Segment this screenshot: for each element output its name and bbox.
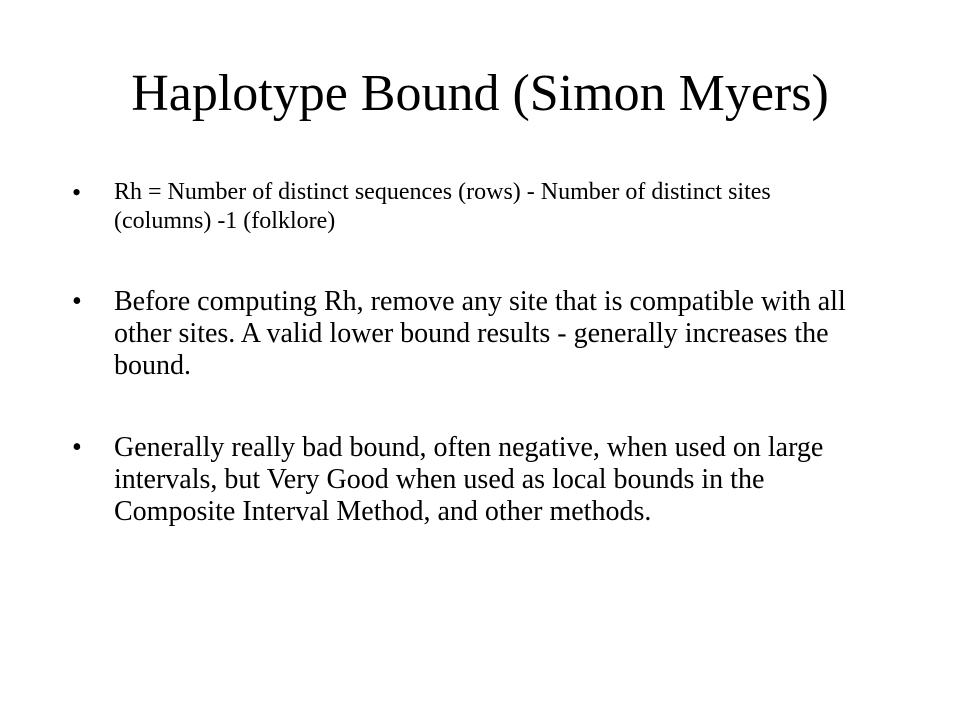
bullet-item-rh-definition [72,178,872,236]
bullet-text: Rh = Number of distinct sequences (rows) - Number of distinct sites (columns) -1 (folklore) [114,179,771,234]
bullet-marker: • [72,432,82,463]
slide-title: Haplotype Bound (Simon Myers) [131,65,829,122]
bullet-marker: • [72,178,82,207]
bullet-text: Generally really bad bound, often negative, when used on large intervals, but Very Good when used as local bounds in the Composite Interval Method, and other methods. [114,432,824,527]
bullet-list [72,178,872,572]
bullet-marker: • [72,286,82,317]
bullet-item-bound-quality [72,432,872,528]
bullet-text: Before computing Rh, remove any site that is compatible with all other sites. A valid lower bound results - generally increases the bound. [114,286,846,381]
bullet-item-remove-compatible-sites [72,286,872,382]
